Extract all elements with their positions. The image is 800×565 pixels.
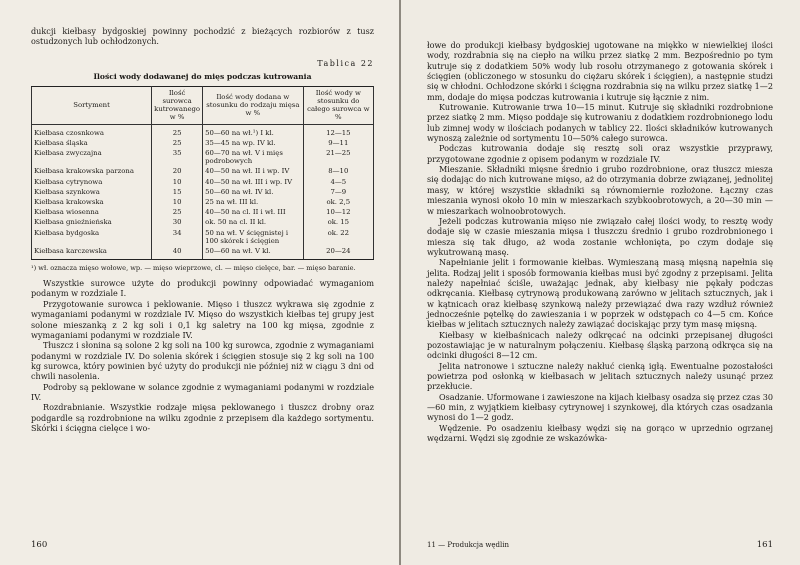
table-cell: ok. 2,5 [303, 197, 373, 207]
table-header: Sortyment [32, 86, 152, 124]
table-body [32, 124, 374, 260]
table-cell: Kiełbasa bydgoska [32, 228, 152, 246]
table-cell: 4—5 [303, 177, 373, 187]
table-cell: 7—9 [303, 187, 373, 197]
page-footer-text: 11 — Produkcja wędlin [427, 541, 509, 549]
table-cell: 10—12 [303, 207, 373, 217]
table-header-row [32, 86, 374, 124]
right-paragraph: Kiełbasy w kiełbaśnicach należy odkręcać na odcinki przepisanej długości pozostawiając je w naturalnym połączeniu. Kiełbasę śląską parzoną odkręca się na odcinki długości 8—12 cm. [427, 329, 773, 361]
table-cell: 40—50 na wł. II i wp. IV [203, 166, 304, 176]
right-page [401, 0, 800, 565]
table-cell: Kiełbasa zwyczajna [32, 148, 152, 166]
table-cell: 15 [152, 187, 203, 197]
left-page-number: 160 [31, 540, 48, 550]
table-row [32, 246, 374, 260]
table-cell: 10 [152, 197, 203, 207]
table-cell: ok. 15 [303, 217, 373, 227]
table-header: Ilość wody dodana w stosunku do rodzaju mięsa w % [203, 86, 304, 124]
table-cell: Kiełbasa czosnkowa [32, 124, 152, 138]
left-paragraph: Rozdrabnianie. Wszystkie rodzaje mięsa peklowanego i tłuszcz drobny oraz podgardle są rozdrobnione na wilku zgodnie z przepisem dla każdego sortymentu. Skórki i ścięgna cielęce i wo- [31, 402, 374, 433]
table-row [32, 177, 374, 187]
table-cell: Kiełbasa krakowska parzona [32, 166, 152, 176]
left-paragraph: Tłuszcz i słonina są solone 2 kg soli na 100 kg surowca, zgodnie z wymaganiami podanymi w rozdziale IV. Do solenia skórek i ścięgien stosuje się 2 kg soli na 100 kg surowca, który powinien być użyty do produkcji nie później niż w ciągu 3 dni od chwili nasolenia. [31, 340, 374, 382]
table-cell: Kiełbasa wiosenna [32, 207, 152, 217]
left-paragraph: Wszystkie surowce użyte do produkcji powinny odpowiadać wymaganiom podanym w rozdziale I. [31, 278, 374, 299]
table-header: Ilość surowca kutrowanego w % [152, 86, 203, 124]
right-paragraph: Osadzanie. Uformowane i zawieszone na kijach kiełbasy osadza się przez czas 30—60 min, z wyjątkiem kiełbasy cytrynowej i szynkowej, dla których czas osadzania wynosi do 1—2 godz. [427, 391, 773, 423]
right-text-column [427, 40, 773, 443]
table-cell: 12—15 [303, 124, 373, 138]
table-cell: 30 [152, 217, 203, 227]
right-paragraph: łowe do produkcji kiełbasy bydgoskiej ugotowane na miękko w niewielkiej ilości wody, rozdrabnia się na ciepło na wilku przez siatkę 2 mm. Bezpośrednio po tym kutruje się z dodatkiem 50% wody lub rosołu otrzymanego z gotowania skórek i ścięgien (obliczonego w stosunku do ciężaru skórek i ścięgien), a następnie studzi się w chłodni. Ochłodzone skórki i ścięgna rozdrabnia się na wilku przez siatkę 1—2 mm, dodaje do mięsa podczas kutrowania i kutruje się łącznie z nim. [427, 40, 773, 102]
table-row [32, 166, 374, 176]
table-cell: 10 [152, 177, 203, 187]
table-header: Ilość wody w stosunku do całego surowca w % [303, 86, 373, 124]
table-cell: 50—60 na wł. V kl. [203, 246, 304, 260]
table-row [32, 207, 374, 217]
right-page-number: 161 [756, 540, 773, 550]
table-cell: ok. 50 na cl. II kl. [203, 217, 304, 227]
table-cell: Kiełbasa krakowska [32, 197, 152, 207]
table-row [32, 228, 374, 246]
table-cell: Kiełbasa szynkowa [32, 187, 152, 197]
table-footnote: ¹) wł. oznacza mięso wołowe, wp. — mięso wieprzowe, cl. — mięso cielęce, bar. — mięso baranie. [31, 264, 356, 273]
table-cell: 50—60 na wł.¹) I kl. [203, 124, 304, 138]
right-paragraph: Kutrowanie. Kutrowanie trwa 10—15 minut. Kutruje się składniki rozdrobnione przez siatkę 2 mm. Mięso poddaje się kutrowaniu z dodatkiem rozdrobnionego lodu lub zimnej wody w ilościach podanych w tablicy 22. Ilości składników kutrowanych wynoszą zależnie od sortymentu 10—50% całego surowca. [427, 102, 773, 144]
table-cell: 25 [152, 207, 203, 217]
table-row [32, 138, 374, 148]
table-cell: 34 [152, 228, 203, 246]
table-title: Ilości wody dodawanej do mięs podczas kutrowania [93, 71, 312, 81]
table-row [32, 148, 374, 166]
table-cell: Kiełbasa karczewska [32, 246, 152, 260]
table-row [32, 197, 374, 207]
table-cell: Kiełbasa cytrynowa [32, 177, 152, 187]
table-cell: 40 [152, 246, 203, 260]
table-row [32, 124, 374, 138]
table-cell: 40—50 na cl. II i wł. III [203, 207, 304, 217]
left-page [0, 0, 399, 565]
left-text-column [31, 26, 374, 433]
water-table [31, 86, 374, 260]
table-cell: 60—70 na wł. V i mięs podrobowych [203, 148, 304, 166]
table-cell: 35 [152, 148, 203, 166]
table-cell: 9—11 [303, 138, 373, 148]
table-cell: 8—10 [303, 166, 373, 176]
table-cell: 50 na wł. V ścięgnistej i 100 skórek i ścięgien [203, 228, 304, 246]
table-cell: 20 [152, 166, 203, 176]
table-cell: 20—24 [303, 246, 373, 260]
table-cell: 21—25 [303, 148, 373, 166]
table-row [32, 187, 374, 197]
table-cell: 40—50 na wł. III i wp. IV [203, 177, 304, 187]
table-row [32, 217, 374, 227]
table-cell: ok. 22 [303, 228, 373, 246]
left-paragraph: Podroby są peklowane w solance zgodnie z wymaganiami podanymi w rozdziale IV. [31, 381, 374, 402]
table-cell: 25 na wł. III kl. [203, 197, 304, 207]
right-paragraph: Podczas kutrowania dodaje się resztę soli oraz wszystkie przyprawy, przygotowane zgodnie z opisem podanym w rozdziale IV. [427, 143, 773, 164]
table-cell: Kiełbasa gnieźnieńska [32, 217, 152, 227]
left-top-text: dukcji kiełbasy bydgoskiej powinny pochodzić z bieżących rozbiorów z tusz ostudzonych lub ochłodzonych. [31, 26, 374, 47]
right-paragraph: Jelita natronowe i sztuczne należy nakłuć cienką igłą. Ewentualne pozostałości powietrza pod osłonką w kiełbasach w jelitach sztucznych należy usunąć przez przekłucie. [427, 360, 773, 392]
right-paragraph: Mieszanie. Składniki mięsne średnio i grubo rozdrobnione, oraz tłuszcz miesza się dodając do nich kutrowane mięso, aż do otrzymania dobrze związanej, jednolitej masy, w której wszystkie składniki są równomiernie rozłożone. Łączny czas mieszania wynosi około 10 min w mieszarkach szybkoobrotowych, a 20—30 min — w mieszarkach wolnoobrotowych. [427, 164, 773, 216]
table-label: Tablica 22 [317, 58, 374, 68]
table-cell: Kiełbasa śląska [32, 138, 152, 148]
right-paragraph: Wędzenie. Po osadzeniu kiełbasy wędzi się na gorąco w uprzednio ogrzanej wędzarni. Wędzi się zgodnie ze wskazówka- [427, 422, 773, 444]
table-cell: 25 [152, 138, 203, 148]
right-paragraph: Napełnianie jelit i formowanie kiełbas. Wymieszaną masą mięsną napełnia się jelita. Rodzaj jelit i sposób formowania kiełbas musi być zgodny z przepisami. Jelita należy napełniać ściśle, uważając jednak, aby kiełbasy nie pękały podczas odkręcania. Kiełbasę cytrynową produkowaną zarówno w jelitach sztucznych, jak i w kątnicach oraz kiełbasę szynkową należy przewiązać dwa razy wzdłuż również jednocześnie pętelkę do zawieszania i w poprzek w odstępach co 4—5 cm. Końce kiełbas w jelitach sztucznych należy zawiązać dociskając przy tym masę mięsną. [427, 257, 773, 330]
right-paragraph: Jeżeli podczas kutrowania mięso nie związało całej ilości wody, to resztę wody dodaje się w czasie mieszania mięsa i tłuszczu średnio i grubo rozdrobnionego i miesza się tak długo, aż woda zostanie wchłonięta, po czym dodaje się wykutrowaną masę. [427, 215, 773, 257]
table-cell: 25 [152, 124, 203, 138]
table-cell: 50—60 na wł. IV kl. [203, 187, 304, 197]
left-paragraph: Przygotowanie surowca i peklowanie. Mięso i tłuszcz wykrawa się zgodnie z wymaganiami podanymi w rozdziale IV. Mięso do wszystkich kiełbas tej grupy jest solone mieszanką z 2 kg soli i 0,1 kg saletry na 100 kg mięsa, zgodnie z wymaganiami podanymi w rozdziale IV. [31, 298, 374, 340]
table-cell: 35—45 na wp. IV kl. [203, 138, 304, 148]
